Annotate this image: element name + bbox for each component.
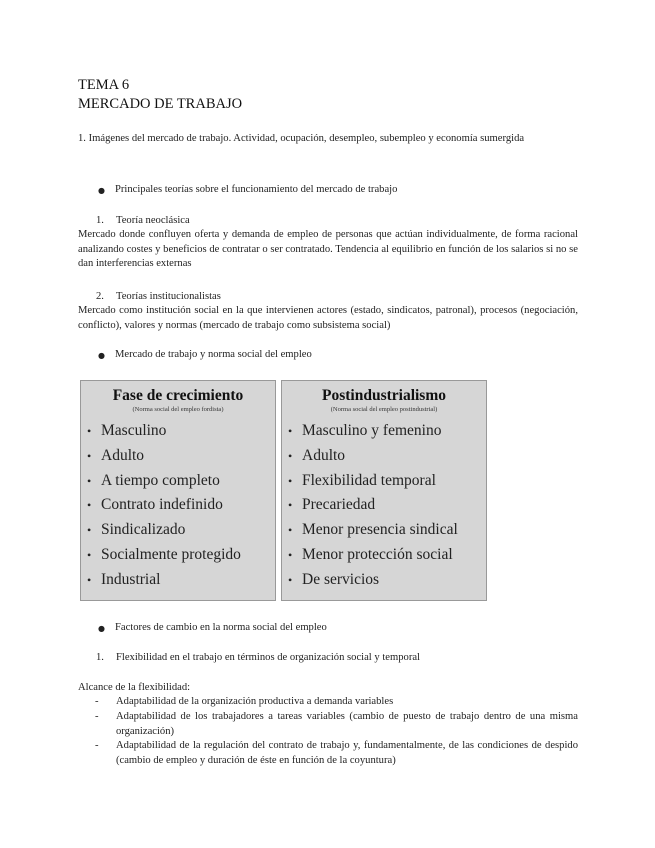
title-line-1: TEMA 6 [78, 77, 130, 93]
bullet-text: Factores de cambio en la norma social del empleo [115, 622, 327, 633]
box-item: • Industrial [87, 568, 275, 593]
box-item: • Precariedad [288, 493, 486, 518]
theory-text: Mercado como institución social en la que intervienen actores (estado, sindicatos, patronal), procesos (negociación, conflicto), valores y normas (mercado de trabajo como subsistema social) [78, 305, 578, 331]
box-item: • Adulto [87, 444, 275, 469]
bullet-icon: ● [98, 624, 105, 633]
box-title: Postindustrialismo [321, 387, 446, 404]
scope-item: Adaptabilidad de la organización productiva a demanda variables [116, 696, 394, 707]
bullet-icon: ● [98, 186, 105, 195]
comparison-box-left [80, 380, 276, 601]
box-item: • Menor presencia sindical [288, 518, 486, 543]
section-heading: 1. Imágenes del mercado de trabajo. Actividad, ocupación, desempleo, subempleo y economía sumergida [78, 133, 525, 144]
bullet-text: Principales teorías sobre el funcionamiento del mercado de trabajo [115, 184, 398, 195]
scope-heading: Alcance de la flexibilidad: [78, 682, 191, 693]
box-item: • A tiempo completo [87, 469, 275, 494]
list-number: 1. [96, 215, 104, 226]
theory-text: Mercado donde confluyen oferta y demanda de empleo de personas que actúan individualmente, de forma racional analizando costes y beneficios de contratar o ser contratado. Tendencia al equilibrio en función de los salarios si no se dan interferencias externas [78, 229, 578, 269]
comparison-box-right [281, 380, 487, 601]
box-item: • Sindicalizado [87, 518, 275, 543]
box-item: • Menor protección social [288, 543, 486, 568]
theory-heading: Teoría neoclásica [116, 215, 190, 226]
box-item: • Flexibilidad temporal [288, 469, 486, 494]
box-item: • Adulto [288, 444, 486, 469]
box-item: • Socialmente protegido [87, 543, 275, 568]
box-item: • Contrato indefinido [87, 493, 275, 518]
box-subtitle: (Norma social del empleo fordista) [132, 406, 224, 413]
box-item: • De servicios [288, 568, 486, 593]
bullet-icon: ● [98, 351, 105, 360]
dash-icon: - [95, 696, 99, 707]
theory-heading: Teorías institucionalistas [116, 291, 221, 302]
scope-item: Adaptabilidad de la regulación del contrato de trabajo y, fundamentalmente, de las condiciones de despido (cambio de empleo y duración de éste en función de la coyuntura) [116, 740, 578, 766]
dash-icon: - [95, 711, 99, 722]
box-item: • Masculino [87, 419, 275, 444]
box-title: Fase de crecimiento [112, 387, 244, 404]
box-item: • Masculino y femenino [288, 419, 486, 444]
list-number: 1. [96, 652, 104, 663]
factor-text: Flexibilidad en el trabajo en términos de organización social y temporal [116, 652, 420, 663]
title-line-2: MERCADO DE TRABAJO [78, 96, 243, 112]
dash-icon: - [95, 740, 99, 751]
box-subtitle: (Norma social del empleo postindustrial) [330, 406, 438, 413]
list-number: 2. [96, 291, 104, 302]
scope-item: Adaptabilidad de los trabajadores a tareas variables (cambio de puesto de trabajo dentro de una misma organización) [116, 711, 578, 737]
bullet-text: Mercado de trabajo y norma social del empleo [115, 349, 312, 360]
